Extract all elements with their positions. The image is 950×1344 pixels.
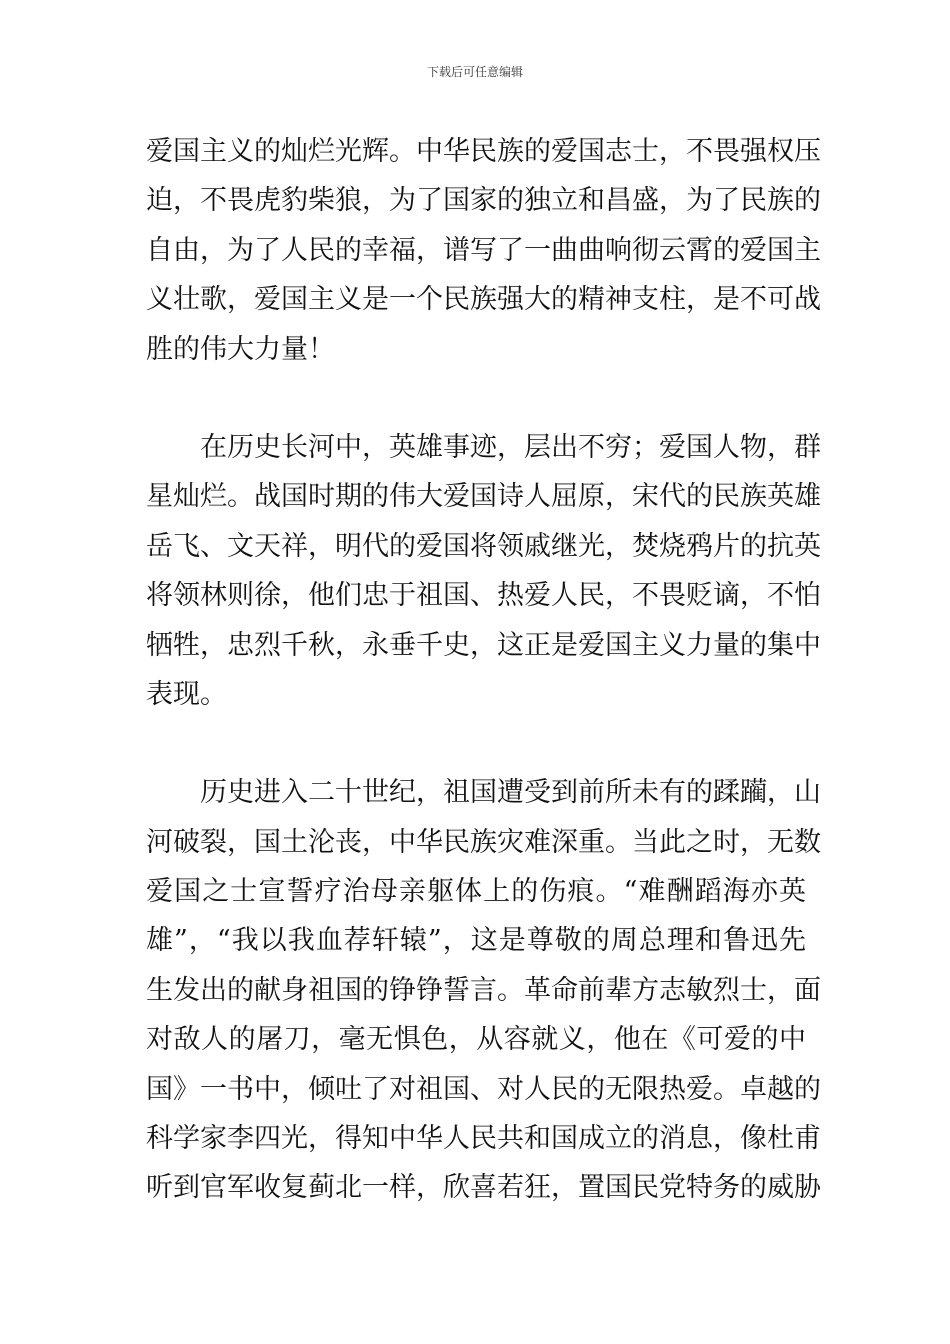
text-line: 自由，为了人民的幸福，谱写了一曲曲响彻云霄的爱国主: [146, 234, 821, 266]
text-line: 历史进入二十世纪，祖国遭受到前所未有的蹂躏，山: [200, 777, 821, 809]
text-line: 在历史长河中，英雄事迹，层出不穷；爱国人物，群: [200, 431, 821, 463]
text-line: 对敌人的屠刀，毫无惧色，从容就义，他在《可爱的中: [146, 1024, 806, 1056]
text-line: 胜的伟大力量！: [146, 333, 335, 365]
text-line: 科学家李四光，得知中华人民共和国成立的消息，像杜甫: [146, 1123, 821, 1155]
text-line: 岳飞、文天祥，明代的爱国将领戚继光，焚烧鸦片的抗英: [146, 530, 821, 562]
text-line: 星灿烂。战国时期的伟大爱国诗人屈原，宋代的民族英雄: [146, 481, 821, 513]
paragraph-3: [146, 768, 821, 1213]
text-line: 听到官军收复蓟北一样，欣喜若狂，置国民党特务的威胁: [146, 1172, 821, 1204]
paragraph-2: [146, 423, 821, 719]
text-line: 爱国主义的灿烂光辉。中华民族的爱国志士，不畏强权压: [146, 136, 821, 167]
text-line: 爱国之士宣誓疗治母亲躯体上的伤痕。“难酬蹈海亦英: [146, 876, 806, 908]
paragraph-1: [146, 127, 821, 374]
text-line: 将领林则徐，他们忠于祖国、热爱人民，不畏贬谪，不怕: [146, 580, 821, 612]
text-line: 生发出的献身祖国的铮铮誓言。革命前辈方志敏烈士，面: [146, 974, 821, 1006]
text-line: 国》一书中，倾吐了对祖国、对人民的无限热爱。卓越的: [146, 1073, 821, 1105]
text-line: 牺牲，忠烈千秋，永垂千史，这正是爱国主义力量的集中: [146, 629, 821, 661]
text-line: 雄”，“我以我血荐轩辕”，这是尊敬的周总理和鲁迅先: [146, 925, 806, 957]
text-line: 表现。: [146, 678, 227, 710]
document-body: [146, 127, 821, 1262]
text-line: 迫，不畏虎豹柴狼，为了国家的独立和昌盛，为了民族的: [146, 185, 821, 217]
text-line: 义壮歌，爱国主义是一个民族强大的精神支柱，是不可战: [146, 284, 821, 316]
page-header: 下载后可任意编辑: [426, 65, 523, 79]
text-line: 河破裂，国土沦丧，中华民族灾难深重。当此之时，无数: [146, 826, 821, 858]
